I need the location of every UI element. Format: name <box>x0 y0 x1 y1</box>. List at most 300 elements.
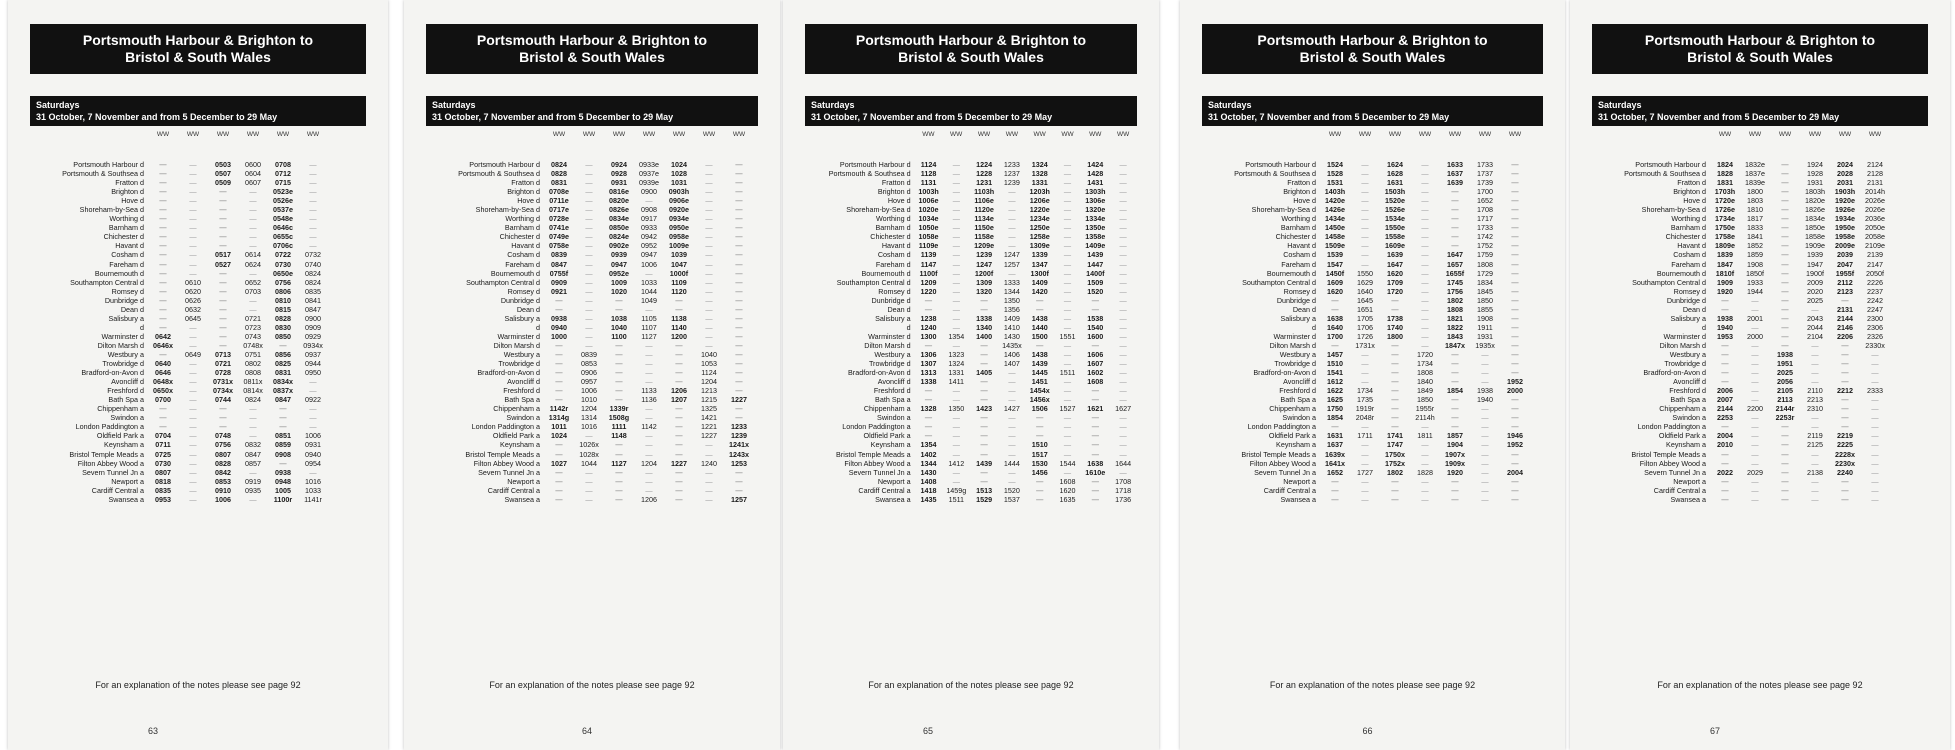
time-cell: 0850e <box>609 223 629 233</box>
time-cell: — <box>1871 404 1879 414</box>
time-cell: 1503h <box>1384 187 1406 197</box>
station-name: Bradford-on-Avon d <box>848 368 911 378</box>
station-name: Chippenham a <box>1659 404 1706 414</box>
station-name: Dunbridge d <box>871 295 911 305</box>
station-name: Romsey d <box>1673 286 1706 296</box>
time-cell: 0721 <box>215 359 231 369</box>
time-cell: 1400f <box>1086 268 1105 278</box>
header-spacer <box>805 130 914 140</box>
station-name: Swindon a <box>506 413 540 423</box>
time-cell: — <box>1451 485 1459 495</box>
time-cell: — <box>1421 440 1429 450</box>
time-cell: — <box>309 214 317 224</box>
station-name: Fareham d <box>875 259 911 269</box>
time-cell: — <box>1781 178 1789 188</box>
time-cell: — <box>1781 467 1789 477</box>
time-cell: 0704 <box>155 431 171 441</box>
station-name: Swindon a <box>1672 413 1706 423</box>
time-cell: 2306 <box>1867 322 1883 332</box>
time-cell: 1733 <box>1477 160 1493 169</box>
table-row <box>30 214 366 223</box>
time-cell: — <box>1063 377 1072 387</box>
time-cell: 0832 <box>245 440 261 450</box>
table-row <box>30 260 366 269</box>
station-name: Southampton Central d <box>1242 277 1316 287</box>
time-cell: — <box>1481 359 1489 369</box>
time-cell: 1528 <box>1327 169 1343 179</box>
table-row <box>30 377 366 386</box>
time-cell: — <box>1361 449 1369 459</box>
time-cell: 1009 <box>611 277 627 287</box>
station-name: Freshford d <box>503 386 540 396</box>
time-cell: — <box>1811 349 1819 359</box>
table-row <box>30 422 366 431</box>
operator-code: WW <box>1117 131 1130 138</box>
time-cell: — <box>189 485 197 495</box>
station-name: Newport a <box>111 476 144 486</box>
station-name: Dean d <box>516 304 540 314</box>
time-cell: — <box>219 187 227 197</box>
time-cell: — <box>1451 196 1459 206</box>
time-cell: — <box>705 331 713 341</box>
time-cell: 0526e <box>273 196 293 206</box>
time-cell: — <box>555 386 563 396</box>
time-cell: — <box>675 422 683 432</box>
time-cell: — <box>585 295 593 305</box>
time-cell: — <box>675 476 683 486</box>
time-cell: 1857 <box>1447 431 1463 441</box>
time-cell: — <box>615 386 623 396</box>
time-cell: 1651 <box>1357 304 1373 314</box>
time-cell: — <box>1721 349 1729 359</box>
station-name: Keynsham a <box>1666 440 1706 450</box>
time-cell: — <box>1091 422 1099 432</box>
time-cell: 2024 <box>1837 160 1853 169</box>
time-cell: — <box>705 295 713 305</box>
timetable-page <box>783 0 1159 750</box>
time-cell: — <box>1119 368 1127 378</box>
time-cell: 1140 <box>671 322 687 332</box>
table-row <box>1592 178 1928 187</box>
table-row <box>30 223 366 232</box>
table-row <box>30 431 366 440</box>
time-cell: 0824 <box>305 268 321 278</box>
time-cell: 2247 <box>1867 304 1883 314</box>
footnote: For an explanation of the notes please see page 92 <box>868 680 1074 690</box>
table-row <box>805 359 1137 368</box>
station-name: Fareham d <box>109 259 144 269</box>
time-cell: 1456x <box>1029 395 1050 405</box>
operator-code: WW <box>1808 131 1822 138</box>
time-cell: — <box>309 187 317 197</box>
table-row <box>1202 359 1543 368</box>
time-cell: 0835 <box>155 485 171 495</box>
time-cell: — <box>1871 413 1879 423</box>
time-cell: 0824 <box>245 395 261 405</box>
time-cell: 1431 <box>1087 178 1104 188</box>
time-cell: 0839 <box>581 349 597 359</box>
day-band <box>30 96 366 126</box>
station-name: Westbury a <box>1279 349 1316 359</box>
time-cell: 1850e <box>1805 223 1825 233</box>
operator-row <box>1202 130 1543 140</box>
time-cell: 1258e <box>1029 232 1050 242</box>
station-name: London Paddington a <box>1637 422 1706 432</box>
station-name: Freshford d <box>1279 386 1316 396</box>
time-cell: 1511 <box>1059 368 1076 378</box>
time-cell: 1105 <box>641 313 657 323</box>
time-cell: — <box>1511 476 1519 486</box>
time-cell: 2146 <box>1837 322 1853 332</box>
station-name: Dilton Marsh d <box>1659 340 1706 350</box>
title-line-1: Portsmouth Harbour & Brighton to <box>1644 32 1876 48</box>
time-cell: — <box>1511 286 1519 296</box>
title-line-1: Portsmouth Harbour & Brighton to <box>1257 32 1488 48</box>
time-cell: — <box>735 196 743 206</box>
time-cell: — <box>1871 431 1879 441</box>
time-cell: — <box>159 268 167 278</box>
time-cell: 1920 <box>1447 467 1463 477</box>
time-cell: — <box>1781 449 1789 459</box>
time-cell: 1103h <box>974 187 995 197</box>
time-cell: — <box>219 295 227 305</box>
time-cell: — <box>1119 295 1127 305</box>
time-cell: — <box>705 241 713 251</box>
time-cell: — <box>705 485 713 495</box>
time-cell: — <box>735 304 743 314</box>
station-name: Portsmouth & Southsea d <box>828 169 911 179</box>
table-row <box>805 486 1137 495</box>
time-cell: 0731x <box>213 377 233 387</box>
time-cell: 1418 <box>920 485 937 495</box>
page-number: 66 <box>1362 726 1373 736</box>
station-name: Swansea a <box>504 494 540 504</box>
table-row <box>1592 278 1928 287</box>
time-cell: — <box>1781 214 1789 224</box>
time-cell: 1006 <box>581 386 597 396</box>
time-cell: — <box>1421 169 1429 179</box>
time-cell: — <box>1721 340 1729 350</box>
time-cell: 1940 <box>1477 395 1493 405</box>
time-cell: 1240 <box>701 458 717 468</box>
station-name: Romsey d <box>878 286 911 296</box>
table-row <box>805 223 1137 232</box>
time-cell: — <box>675 440 683 450</box>
time-cell: 1845 <box>1477 286 1493 296</box>
time-cell: 0717e <box>549 205 569 215</box>
station-name: Cosham d <box>1283 250 1316 260</box>
time-cell: — <box>1841 395 1849 405</box>
time-cell: 1810 <box>1747 205 1763 215</box>
time-cell: 1131 <box>920 178 937 188</box>
station-name: Bath Spa a <box>108 395 144 405</box>
time-cell: 0626 <box>185 295 201 305</box>
day-band <box>1202 96 1543 126</box>
time-cell: 0743 <box>245 331 261 341</box>
time-cell: — <box>645 359 653 369</box>
time-cell: — <box>1781 431 1789 441</box>
time-cell: 0947 <box>611 259 627 269</box>
operator-code: WW <box>216 131 230 138</box>
time-cell: — <box>1421 422 1429 432</box>
table-row <box>1202 187 1543 196</box>
time-cell: 0938 <box>275 467 291 477</box>
time-cell: — <box>585 485 593 495</box>
station-name: Barnham d <box>875 223 911 233</box>
table-row <box>30 187 366 196</box>
station-name: Dilton Marsh d <box>864 340 911 350</box>
time-cell: — <box>1751 322 1759 332</box>
table-row <box>1592 413 1928 422</box>
time-cell: — <box>249 223 257 233</box>
time-cell: 0646c <box>273 223 293 233</box>
time-cell: — <box>189 340 197 350</box>
time-cell: 1639 <box>1387 250 1403 260</box>
column-header <box>426 130 758 160</box>
station-name: Worthing d <box>109 214 144 224</box>
time-cell: 1506 <box>1031 404 1048 414</box>
time-cell: 1550 <box>1357 268 1373 278</box>
time-cell: — <box>555 485 563 495</box>
time-cell: — <box>1391 404 1399 414</box>
time-cell: 1457 <box>1327 349 1343 359</box>
station-name: Dean d <box>120 304 144 314</box>
time-cell: 1058e <box>918 232 939 242</box>
table-row <box>805 178 1137 187</box>
time-cell: — <box>1119 304 1127 314</box>
time-cell: 2330x <box>1865 340 1885 350</box>
station-name: Avoncliff d <box>1283 377 1316 387</box>
time-cell: — <box>1811 485 1819 495</box>
time-cell: — <box>1871 359 1879 369</box>
station-name: Southampton Central d <box>466 277 540 287</box>
time-cell: 0842 <box>215 467 231 477</box>
time-cell: — <box>1391 304 1399 314</box>
table-row <box>30 305 366 314</box>
time-cell: 1841 <box>1747 232 1763 242</box>
table-row <box>1202 486 1543 495</box>
table-row <box>30 169 366 178</box>
table-row <box>30 459 366 468</box>
time-cell: — <box>1063 232 1072 242</box>
time-cell: 0810 <box>275 295 291 305</box>
time-cell: 1833 <box>1747 223 1763 233</box>
time-cell: 0807 <box>215 449 231 459</box>
time-cell: — <box>159 178 167 188</box>
time-cell: 1147 <box>920 259 937 269</box>
time-cell: — <box>952 304 960 314</box>
time-cell: 0655c <box>273 232 293 242</box>
time-cell: 1309 <box>976 277 993 287</box>
time-cell: — <box>735 277 743 287</box>
time-cell: — <box>735 359 743 369</box>
time-cell: — <box>585 494 593 504</box>
time-cell: 1854 <box>1447 386 1463 396</box>
time-cell: — <box>1511 187 1519 197</box>
time-cell: 1946 <box>1507 431 1523 441</box>
time-cell: — <box>1091 476 1099 486</box>
time-cell: — <box>585 205 593 215</box>
time-cell: 2240 <box>1837 467 1853 477</box>
time-cell: 1313 <box>920 368 937 378</box>
time-cell: — <box>1811 304 1819 314</box>
time-cell: 1624 <box>1387 160 1403 169</box>
table-row <box>426 422 758 431</box>
time-cell: — <box>705 160 713 169</box>
station-name: Shoreham-by-Sea d <box>1641 205 1706 215</box>
time-cell: — <box>1361 250 1369 260</box>
time-cell: — <box>1781 241 1789 251</box>
time-cell: 1750 <box>1327 404 1343 414</box>
table-row <box>426 486 758 495</box>
time-cell: — <box>219 223 227 233</box>
table-row <box>805 477 1137 486</box>
date-range: 31 October, 7 November and from 5 December to 29 May <box>811 112 1053 122</box>
title-line-1: Portsmouth Harbour & Brighton to <box>855 32 1087 48</box>
time-cell: 1843 <box>1447 331 1463 341</box>
table-row <box>1202 386 1543 395</box>
station-name: Newport a <box>507 476 540 486</box>
time-cell: — <box>189 205 197 215</box>
time-cell: — <box>615 395 623 405</box>
time-cell: — <box>615 295 623 305</box>
time-cell: — <box>980 431 988 441</box>
time-cell: — <box>1091 431 1099 441</box>
time-cell: — <box>159 259 167 269</box>
time-cell: — <box>1421 458 1429 468</box>
time-cell: 1808 <box>1447 304 1463 314</box>
time-cell: — <box>952 169 960 179</box>
time-cell: 1109e <box>918 241 939 251</box>
time-cell: — <box>1841 368 1849 378</box>
time-cell: — <box>705 232 713 242</box>
time-cell: 1802 <box>1447 295 1463 305</box>
time-cell: 0648x <box>153 377 173 387</box>
table-row <box>1592 359 1928 368</box>
time-cell: 1213 <box>701 386 717 396</box>
time-cell: 1240 <box>920 322 937 332</box>
station-name: Avoncliff d <box>111 377 144 387</box>
station-name: Newport a <box>1283 476 1316 486</box>
time-cell: — <box>1511 277 1519 287</box>
time-cell: 1926e <box>1835 205 1855 215</box>
time-cell: — <box>735 340 743 350</box>
time-cell: — <box>1841 476 1849 486</box>
time-cell: 2230x <box>1835 458 1855 468</box>
time-cell: 1451 <box>1031 377 1048 387</box>
time-cell: 0947 <box>641 250 657 260</box>
operator-code: WW <box>186 131 200 138</box>
time-cell: — <box>1511 494 1519 504</box>
time-cell: 1628 <box>1387 169 1403 179</box>
station-name: Hove d <box>121 196 144 206</box>
time-cell: 1526e <box>1385 205 1405 215</box>
time-cell: — <box>1781 250 1789 260</box>
time-cell: — <box>1481 404 1489 414</box>
time-cell: — <box>1421 232 1429 242</box>
time-cell: 1011 <box>551 422 567 432</box>
station-name: Brighton d <box>1673 187 1706 197</box>
time-cell: — <box>1751 440 1759 450</box>
time-cell: — <box>159 322 167 332</box>
time-cell: 1938 <box>1777 349 1793 359</box>
time-cell: 0645 <box>185 313 201 323</box>
time-cell: — <box>1871 476 1879 486</box>
time-cell: — <box>585 268 593 278</box>
table-row <box>805 287 1137 296</box>
time-cell: 1040 <box>611 322 627 332</box>
time-cell: 1808 <box>1477 259 1493 269</box>
time-cell: — <box>189 223 197 233</box>
time-cell: — <box>1008 268 1016 278</box>
time-cell: 1511 <box>948 494 965 504</box>
time-cell: 1908 <box>1477 313 1493 323</box>
time-cell: 0802 <box>245 359 261 369</box>
table-row <box>426 495 758 504</box>
time-cell: 1550e <box>1385 223 1405 233</box>
station-name: Southampton Central d <box>70 277 144 287</box>
time-cell: 1608 <box>1087 377 1104 387</box>
station-name: Freshford d <box>873 386 911 396</box>
time-cell: — <box>1361 476 1369 486</box>
table-row <box>1202 377 1543 386</box>
time-cell: — <box>189 476 197 486</box>
time-cell: — <box>645 304 653 314</box>
time-cell: — <box>1451 205 1459 215</box>
time-cell: — <box>705 304 713 314</box>
time-cell: — <box>1119 196 1127 206</box>
time-cell: 0922 <box>305 395 321 405</box>
table-row <box>1202 413 1543 422</box>
time-cell: 1016 <box>305 476 321 486</box>
operator-code: WW <box>1005 131 1018 138</box>
time-cell: — <box>952 449 960 459</box>
time-cell: — <box>615 368 623 378</box>
operator-code: WW <box>922 131 935 138</box>
time-cell: — <box>1361 169 1369 179</box>
time-cell: 1620 <box>1387 268 1403 278</box>
time-cell: — <box>189 268 197 278</box>
station-name: Cardiff Central a <box>1653 485 1706 495</box>
time-cell: 2144 <box>1837 313 1853 323</box>
time-cell: 1602 <box>1087 368 1104 378</box>
table-row <box>1202 495 1543 504</box>
time-cell: — <box>705 250 713 260</box>
page-number: 67 <box>1710 726 1721 736</box>
time-cell: — <box>1063 277 1072 287</box>
station-name: Brighton d <box>111 187 144 197</box>
time-cell: 1209 <box>920 277 937 287</box>
table-row <box>1592 305 1928 314</box>
time-cell: 1840 <box>1417 377 1433 387</box>
time-cell: — <box>219 413 227 423</box>
operator-code: WW <box>977 131 991 138</box>
station-name: Dilton Marsh d <box>1269 340 1316 350</box>
time-cell: 0934x <box>303 340 323 350</box>
time-cell: 2029 <box>1747 467 1763 477</box>
time-cell: — <box>1119 377 1127 387</box>
time-cell: 1003h <box>918 187 939 197</box>
table-row <box>805 440 1137 449</box>
time-cell: 1817 <box>1747 214 1763 224</box>
time-cell: 1038 <box>611 313 627 323</box>
time-cell: — <box>980 386 988 396</box>
time-cell: — <box>1721 449 1729 459</box>
table-row <box>1592 450 1928 459</box>
time-cell: — <box>952 286 960 296</box>
time-cell: 1358e <box>1085 232 1106 242</box>
station-name: Swansea a <box>875 494 911 504</box>
